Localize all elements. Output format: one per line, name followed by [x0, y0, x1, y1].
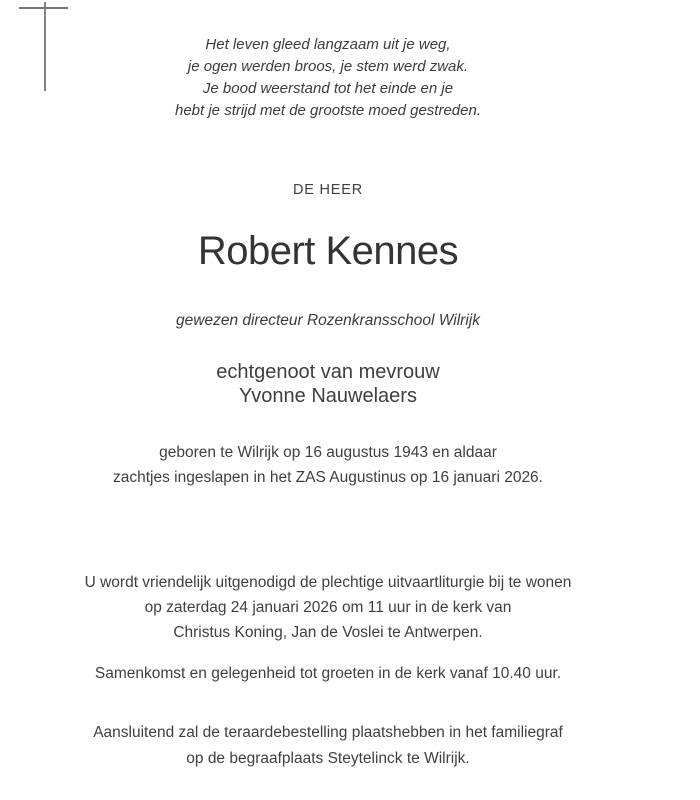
deceased-salutation: DE HEER	[292, 182, 364, 198]
deceased-former-role: gewezen directeur Rozenkransschool Wilrijk	[176, 312, 480, 329]
spouse-intro: echtgenoot van mevrouw	[216, 361, 440, 383]
burial-line: Aansluitend zal de teraardebestelling plaatshebben in het familiegraf	[93, 724, 563, 741]
poem-line: Het leven gleed langzaam uit je weg,	[205, 36, 451, 53]
gathering-info: Samenkomst en gelegenheid tot groeten in de kerk vanaf 10.40 uur.	[94, 665, 562, 682]
invitation-line: U wordt vriendelijk uitgenodigd de plechtige uitvaartliturgie bij te wonen	[84, 574, 572, 591]
deceased-name: Robert Kennes	[197, 229, 459, 273]
life-dates	[0, 441, 656, 490]
birth-line: geboren te Wilrijk op 16 augustus 1943 en aldaar	[159, 444, 497, 461]
poem-line: Je bood weerstand tot het einde en je	[202, 80, 454, 97]
poem-line: hebt je strijd met de grootste moed gestreden.	[174, 102, 481, 119]
memorial-poem	[0, 34, 656, 122]
cross-horizontal-bar	[19, 7, 68, 9]
spouse-name: Yvonne Nauwelaers	[239, 385, 417, 407]
spouse-section	[0, 360, 656, 408]
death-line: zachtjes ingeslapen in het ZAS Augustinus op 16 januari 2026.	[113, 468, 543, 486]
burial-info	[0, 720, 656, 772]
invitation-line: op zaterdag 24 januari 2026 om 11 uur in de kerk van	[144, 599, 512, 616]
burial-line: op de begraafplaats Steytelinck te Wilrijk.	[186, 750, 470, 767]
invitation-line: Christus Koning, Jan de Voslei te Antwerpen.	[173, 624, 483, 641]
poem-line: je ogen werden broos, je stem werd zwak.	[187, 58, 469, 75]
funeral-invitation	[0, 570, 656, 645]
